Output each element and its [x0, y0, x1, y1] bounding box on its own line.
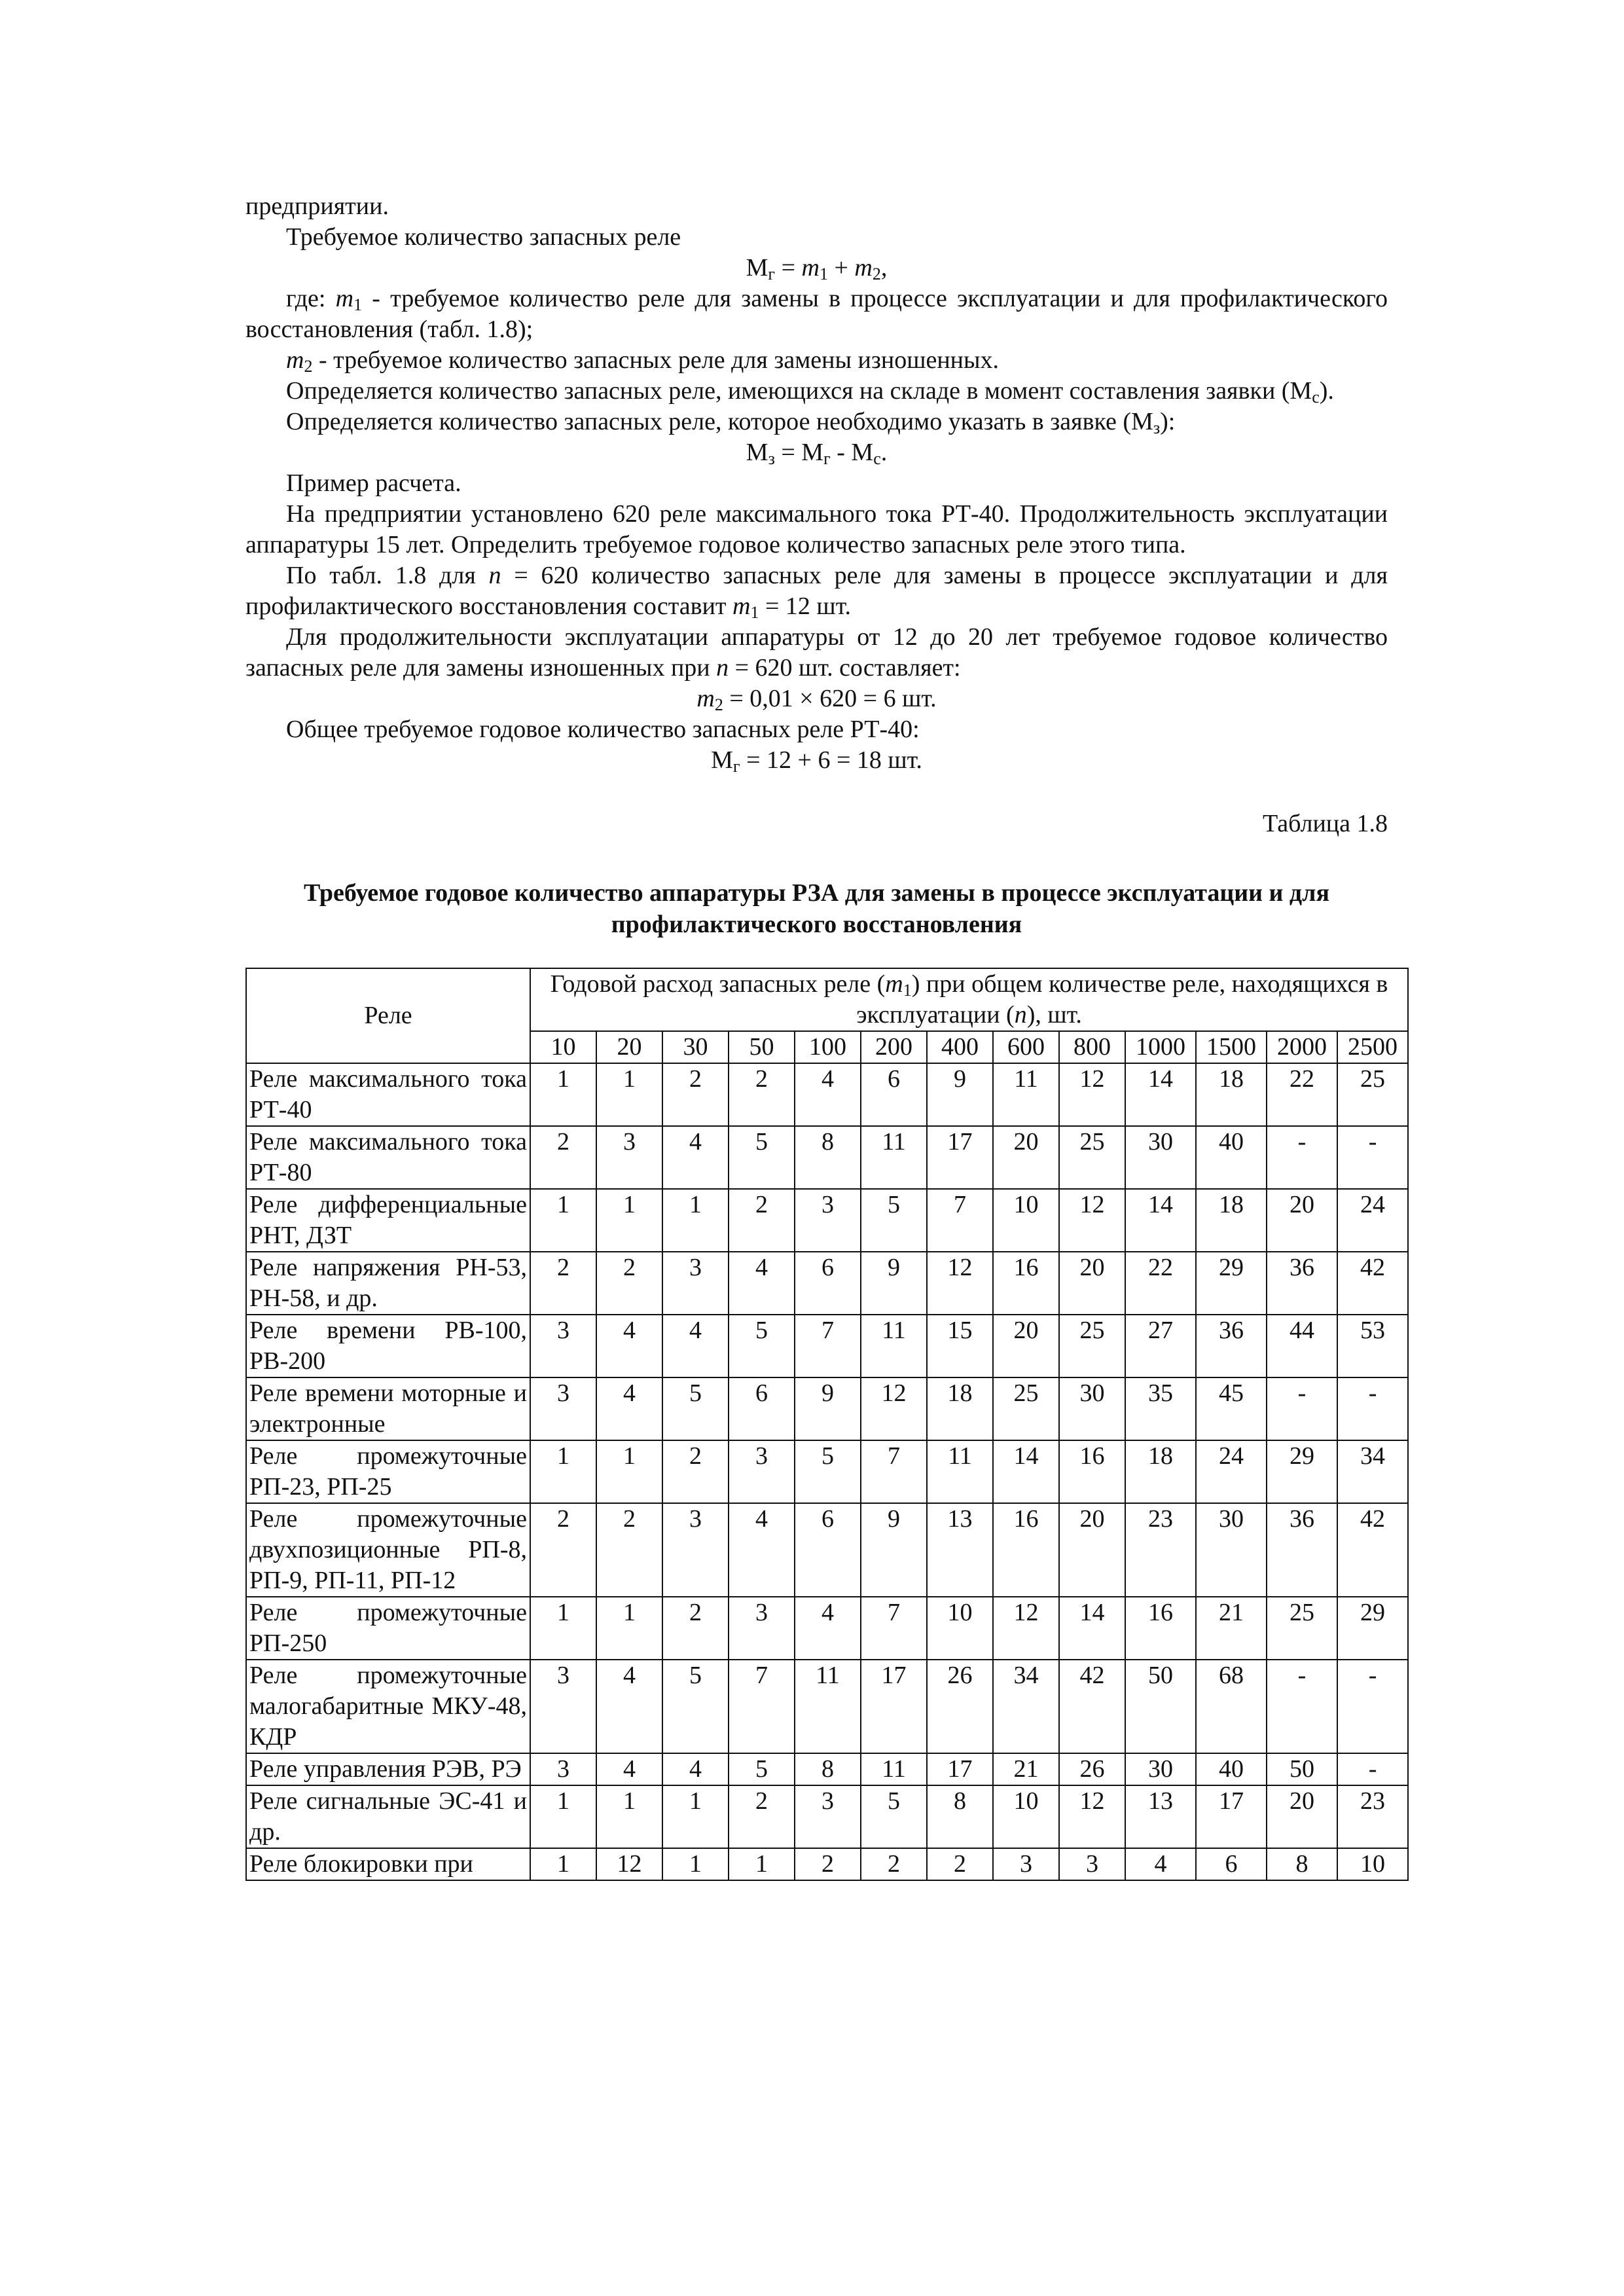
table-cell: 13	[927, 1503, 993, 1597]
table-row	[246, 1252, 1408, 1315]
table-cell: 3	[662, 1503, 729, 1597]
table-cell: 20	[1059, 1503, 1125, 1597]
table-cell: 2	[861, 1848, 927, 1880]
table-cell: 16	[1125, 1597, 1196, 1660]
relay-name: Реле блокировки при	[246, 1848, 530, 1880]
table-cell: 2	[662, 1063, 729, 1126]
table-cell: 2	[729, 1189, 795, 1252]
table-cell: 25	[1267, 1597, 1337, 1660]
table-cell: 17	[1196, 1785, 1267, 1848]
table-cell: 3	[729, 1597, 795, 1660]
paragraph: $m_2$ - требуемое количество запасных реле для замены изношенных.	[286, 346, 1000, 376]
header-consumption: Годовой расход запасных реле $(m_1)$ при общем количестве реле, находящихся в эксплуатации (n), шт.	[530, 968, 1408, 1031]
table-cell: 30	[1125, 1753, 1196, 1785]
table-cell: 17	[927, 1753, 993, 1785]
relay-name: Реле времени РВ-100, РВ-200	[246, 1315, 530, 1377]
table-cell: 5	[729, 1126, 795, 1189]
relay-name: Реле времени моторные и электронные	[246, 1377, 530, 1440]
formula-mg-result: $М_г = 12 + 6 = 18$ шт.	[711, 746, 922, 776]
table-cell: -	[1267, 1660, 1337, 1753]
table-cell: 11	[993, 1063, 1059, 1126]
table-cell: 7	[729, 1660, 795, 1753]
table-cell: 6	[729, 1377, 795, 1440]
table-cell: 1	[662, 1785, 729, 1848]
header-rele: Реле	[246, 968, 530, 1063]
table-row	[246, 1753, 1408, 1785]
table-cell: 25	[1059, 1315, 1125, 1377]
relay-name: Реле промежуточные РП-23, РП-25	[246, 1440, 530, 1503]
table-cell: 45	[1196, 1377, 1267, 1440]
table-cell: 2	[662, 1597, 729, 1660]
table-cell: 12	[993, 1597, 1059, 1660]
table-cell: 13	[1125, 1785, 1196, 1848]
paragraph: где: $m_1$ - требуемое количество реле для замены в процессе эксплуатации и для профилактического восстановления (табл. 1.8);	[245, 285, 1388, 343]
table-cell: 26	[1059, 1753, 1125, 1785]
table-cell: 21	[1196, 1597, 1267, 1660]
relay-name: Реле максимального тока РТ-80	[246, 1126, 530, 1189]
count-header: 1500	[1196, 1031, 1267, 1063]
table-cell: 4	[596, 1377, 662, 1440]
relay-name: Реле управления РЭВ, РЭ	[246, 1753, 530, 1785]
table-cell: 21	[993, 1753, 1059, 1785]
table-cell: 36	[1267, 1503, 1337, 1597]
table-cell: 4	[729, 1503, 795, 1597]
table-cell: -	[1337, 1753, 1408, 1785]
table-cell: 3	[530, 1377, 596, 1440]
table-cell: 12	[861, 1377, 927, 1440]
table-cell: 42	[1059, 1660, 1125, 1753]
table-cell: 1	[530, 1785, 596, 1848]
table-cell: 1	[596, 1063, 662, 1126]
table-row	[246, 1660, 1408, 1753]
table-cell: 6	[861, 1063, 927, 1126]
relay-name: Реле напряжения РН-53, РН-58, и др.	[246, 1252, 530, 1315]
table-cell: 30	[1196, 1503, 1267, 1597]
table-cell: 35	[1125, 1377, 1196, 1440]
table-cell: 2	[596, 1252, 662, 1315]
table-cell: 1	[596, 1189, 662, 1252]
table-cell: 14	[1125, 1063, 1196, 1126]
table-label: Таблица 1.8	[1262, 810, 1388, 837]
count-header: 200	[861, 1031, 927, 1063]
table-cell: 4	[662, 1126, 729, 1189]
table-cell: 22	[1125, 1252, 1196, 1315]
table-cell: 4	[662, 1753, 729, 1785]
table-cell: 25	[1059, 1126, 1125, 1189]
table-cell: 12	[1059, 1063, 1125, 1126]
table-cell: 4	[795, 1597, 861, 1660]
table-cell: 29	[1267, 1440, 1337, 1503]
table-cell: 25	[993, 1377, 1059, 1440]
table-cell: 6	[795, 1503, 861, 1597]
table-cell: 29	[1337, 1597, 1408, 1660]
table-cell: 5	[861, 1785, 927, 1848]
table-cell: 5	[662, 1660, 729, 1753]
table-cell: 12	[1059, 1785, 1125, 1848]
table-cell: 4	[596, 1660, 662, 1753]
table-cell: 36	[1196, 1315, 1267, 1377]
count-header: 2500	[1337, 1031, 1408, 1063]
table-cell: 11	[861, 1126, 927, 1189]
table-cell: 2	[795, 1848, 861, 1880]
document-page	[245, 191, 1398, 1881]
table-cell: 30	[1125, 1126, 1196, 1189]
table-row	[246, 1848, 1408, 1880]
table-cell: 3	[530, 1753, 596, 1785]
table-cell: 3	[530, 1660, 596, 1753]
table-cell: 9	[927, 1063, 993, 1126]
table-cell: 5	[729, 1753, 795, 1785]
table-cell: 29	[1196, 1252, 1267, 1315]
count-header: 600	[993, 1031, 1059, 1063]
table-cell: 8	[795, 1753, 861, 1785]
table-cell: 1	[530, 1597, 596, 1660]
table-cell: 17	[927, 1126, 993, 1189]
count-header: 800	[1059, 1031, 1125, 1063]
table-cell: 24	[1337, 1189, 1408, 1252]
table-cell: 2	[530, 1503, 596, 1597]
table-cell: 1	[662, 1189, 729, 1252]
paragraph: По табл. 1.8 для n = 620 количество запасных реле для замены в процессе эксплуатации и для профилактического восстановления составит $m_1 = 12$ шт.	[245, 562, 1388, 622]
table-cell: -	[1337, 1377, 1408, 1440]
table-cell: 14	[1059, 1597, 1125, 1660]
count-header: 10	[530, 1031, 596, 1063]
table-cell: 9	[861, 1252, 927, 1315]
table-cell: 2	[662, 1440, 729, 1503]
table-cell: 50	[1267, 1753, 1337, 1785]
table-cell: 44	[1267, 1315, 1337, 1377]
table-cell: 12	[1059, 1189, 1125, 1252]
table-row	[246, 1189, 1408, 1252]
relay-name: Реле промежуточные РП-250	[246, 1597, 530, 1660]
table-cell: 10	[993, 1189, 1059, 1252]
table-cell: 4	[596, 1753, 662, 1785]
table-cell: 40	[1196, 1753, 1267, 1785]
table-cell: 3	[662, 1252, 729, 1315]
table-cell: 5	[729, 1315, 795, 1377]
table-cell: 18	[1125, 1440, 1196, 1503]
table-cell: 7	[861, 1597, 927, 1660]
table-cell: 1	[596, 1440, 662, 1503]
table-row	[246, 1503, 1408, 1597]
table-cell: 2	[530, 1126, 596, 1189]
table-cell: 42	[1337, 1252, 1408, 1315]
relay-table	[245, 968, 1409, 1881]
count-header: 1000	[1125, 1031, 1196, 1063]
table-cell: 4	[729, 1252, 795, 1315]
relay-name: Реле промежуточные двухпозиционные РП-8, РП-9, РП-11, РП-12	[246, 1503, 530, 1597]
table-cell: 1	[596, 1785, 662, 1848]
table-cell: -	[1337, 1126, 1408, 1189]
table-cell: 11	[927, 1440, 993, 1503]
count-header: 50	[729, 1031, 795, 1063]
table-row	[246, 1440, 1408, 1503]
table-cell: 5	[795, 1440, 861, 1503]
table-cell: 2	[729, 1063, 795, 1126]
table-cell: 25	[1337, 1063, 1408, 1126]
table-cell: 6	[1196, 1848, 1267, 1880]
paragraph: Требуемое количество запасных реле	[286, 223, 681, 251]
formula-m2: $m_2 = 0,01 \times 620 = 6$ шт.	[696, 685, 937, 714]
relay-name: Реле сигнальные ЭС-41 и др.	[246, 1785, 530, 1848]
table-cell: 34	[993, 1660, 1059, 1753]
table-cell: 18	[1196, 1063, 1267, 1126]
table-cell: 53	[1337, 1315, 1408, 1377]
table-cell: 2	[729, 1785, 795, 1848]
paragraph: На предприятии установлено 620 реле максимального тока РТ-40. Продолжительность эксплуатации аппаратуры 15 лет. Определить требуемое годовое количество запасных реле этого типа.	[245, 500, 1388, 558]
formula-mz: $М_з = М_г - М_с$.	[746, 439, 888, 468]
table-cell: 4	[795, 1063, 861, 1126]
table-cell: 50	[1125, 1660, 1196, 1753]
paragraph: Для продолжительности эксплуатации аппаратуры от 12 до 20 лет требуемое годовое количество запасных реле для замены изношенных при n = 620 шт. составляет:	[245, 623, 1388, 682]
table-cell: 2	[927, 1848, 993, 1880]
table-cell: 8	[927, 1785, 993, 1848]
table-cell: 3	[993, 1848, 1059, 1880]
table-cell: 7	[927, 1189, 993, 1252]
table-cell: 7	[795, 1315, 861, 1377]
paragraph: предприятии.	[245, 192, 389, 220]
table-cell: -	[1267, 1126, 1337, 1189]
table-cell: 16	[993, 1503, 1059, 1597]
table-cell: 23	[1337, 1785, 1408, 1848]
table-cell: 42	[1337, 1503, 1408, 1597]
table-cell: 6	[795, 1252, 861, 1315]
table-cell: 15	[927, 1315, 993, 1377]
table-cell: 23	[1125, 1503, 1196, 1597]
table-cell: 4	[662, 1315, 729, 1377]
table-cell: 20	[1059, 1252, 1125, 1315]
table-cell: 1	[530, 1848, 596, 1880]
table-cell: 2	[530, 1252, 596, 1315]
table-cell: 1	[530, 1063, 596, 1126]
table-cell: 14	[1125, 1189, 1196, 1252]
table-cell: 4	[1125, 1848, 1196, 1880]
table-cell: 3	[1059, 1848, 1125, 1880]
table-cell: 16	[1059, 1440, 1125, 1503]
relay-name: Реле промежуточные малогабаритные МКУ-48, КДР	[246, 1660, 530, 1753]
table-cell: 1	[596, 1597, 662, 1660]
table-cell: 7	[861, 1440, 927, 1503]
table-row	[246, 1315, 1408, 1377]
table-row	[246, 1377, 1408, 1440]
count-header: 2000	[1267, 1031, 1337, 1063]
table-cell: 24	[1196, 1440, 1267, 1503]
table-cell: 10	[927, 1597, 993, 1660]
table-row	[246, 1126, 1408, 1189]
table-cell: 10	[993, 1785, 1059, 1848]
table-row	[246, 1063, 1408, 1126]
table-cell: 4	[596, 1315, 662, 1377]
table-header-row	[246, 968, 1408, 1031]
table-cell: 5	[662, 1377, 729, 1440]
table-cell: 3	[596, 1126, 662, 1189]
table-cell: 36	[1267, 1252, 1337, 1315]
table-cell: 1	[530, 1189, 596, 1252]
table-cell: 1	[530, 1440, 596, 1503]
table-cell: 12	[596, 1848, 662, 1880]
table-cell: 1	[729, 1848, 795, 1880]
table-cell: 1	[662, 1848, 729, 1880]
relay-name: Реле максимального тока РТ-40	[246, 1063, 530, 1126]
count-header: 20	[596, 1031, 662, 1063]
count-header: 400	[927, 1031, 993, 1063]
table-cell: 11	[861, 1753, 927, 1785]
count-header: 100	[795, 1031, 861, 1063]
table-cell: 68	[1196, 1660, 1267, 1753]
paragraph: Пример расчета.	[286, 469, 461, 497]
table-cell: 5	[861, 1189, 927, 1252]
table-cell: 10	[1337, 1848, 1408, 1880]
table-cell: 17	[861, 1660, 927, 1753]
table-cell: 11	[861, 1315, 927, 1377]
paragraph: Определяется количество запасных реле, имеющихся на складе в момент составления заявки $(М_с)$.	[286, 377, 1334, 407]
table-cell: 40	[1196, 1126, 1267, 1189]
table-cell: 20	[993, 1315, 1059, 1377]
relay-name: Реле дифференциальные РНТ, ДЗТ	[246, 1189, 530, 1252]
table-cell: 20	[1267, 1189, 1337, 1252]
table-cell: -	[1267, 1377, 1337, 1440]
table-row	[246, 1785, 1408, 1848]
table-cell: 8	[795, 1126, 861, 1189]
table-cell: 8	[1267, 1848, 1337, 1880]
table-cell: 3	[729, 1440, 795, 1503]
table-title: Требуемое годовое количество аппаратуры РЗА для замены в процессе эксплуатации и для профилактического восстановления	[303, 879, 1330, 938]
table-cell: 18	[927, 1377, 993, 1440]
table-cell: 26	[927, 1660, 993, 1753]
paragraph: Определяется количество запасных реле, которое необходимо указать в заявке $(М_з)$:	[286, 408, 1176, 437]
table-cell: 20	[993, 1126, 1059, 1189]
table-cell: 18	[1196, 1189, 1267, 1252]
table-cell: 22	[1267, 1063, 1337, 1126]
table-cell: 34	[1337, 1440, 1408, 1503]
table-cell: 3	[795, 1189, 861, 1252]
table-cell: 3	[530, 1315, 596, 1377]
table-row	[246, 1597, 1408, 1660]
paragraph: Общее требуемое годовое количество запасных реле РТ-40:	[286, 716, 920, 743]
table-cell: 16	[993, 1252, 1059, 1315]
table-cell: 9	[861, 1503, 927, 1597]
table-cell: 12	[927, 1252, 993, 1315]
table-cell: 14	[993, 1440, 1059, 1503]
table-cell: 2	[596, 1503, 662, 1597]
table-cell: 3	[795, 1785, 861, 1848]
table-cell: 30	[1059, 1377, 1125, 1440]
table-cell: 27	[1125, 1315, 1196, 1377]
count-header: 30	[662, 1031, 729, 1063]
table-cell: 20	[1267, 1785, 1337, 1848]
table-cell: 9	[795, 1377, 861, 1440]
table-cell: -	[1337, 1660, 1408, 1753]
table-cell: 11	[795, 1660, 861, 1753]
formula-mg: $М_г = m_1 + m_2$,	[746, 254, 888, 283]
